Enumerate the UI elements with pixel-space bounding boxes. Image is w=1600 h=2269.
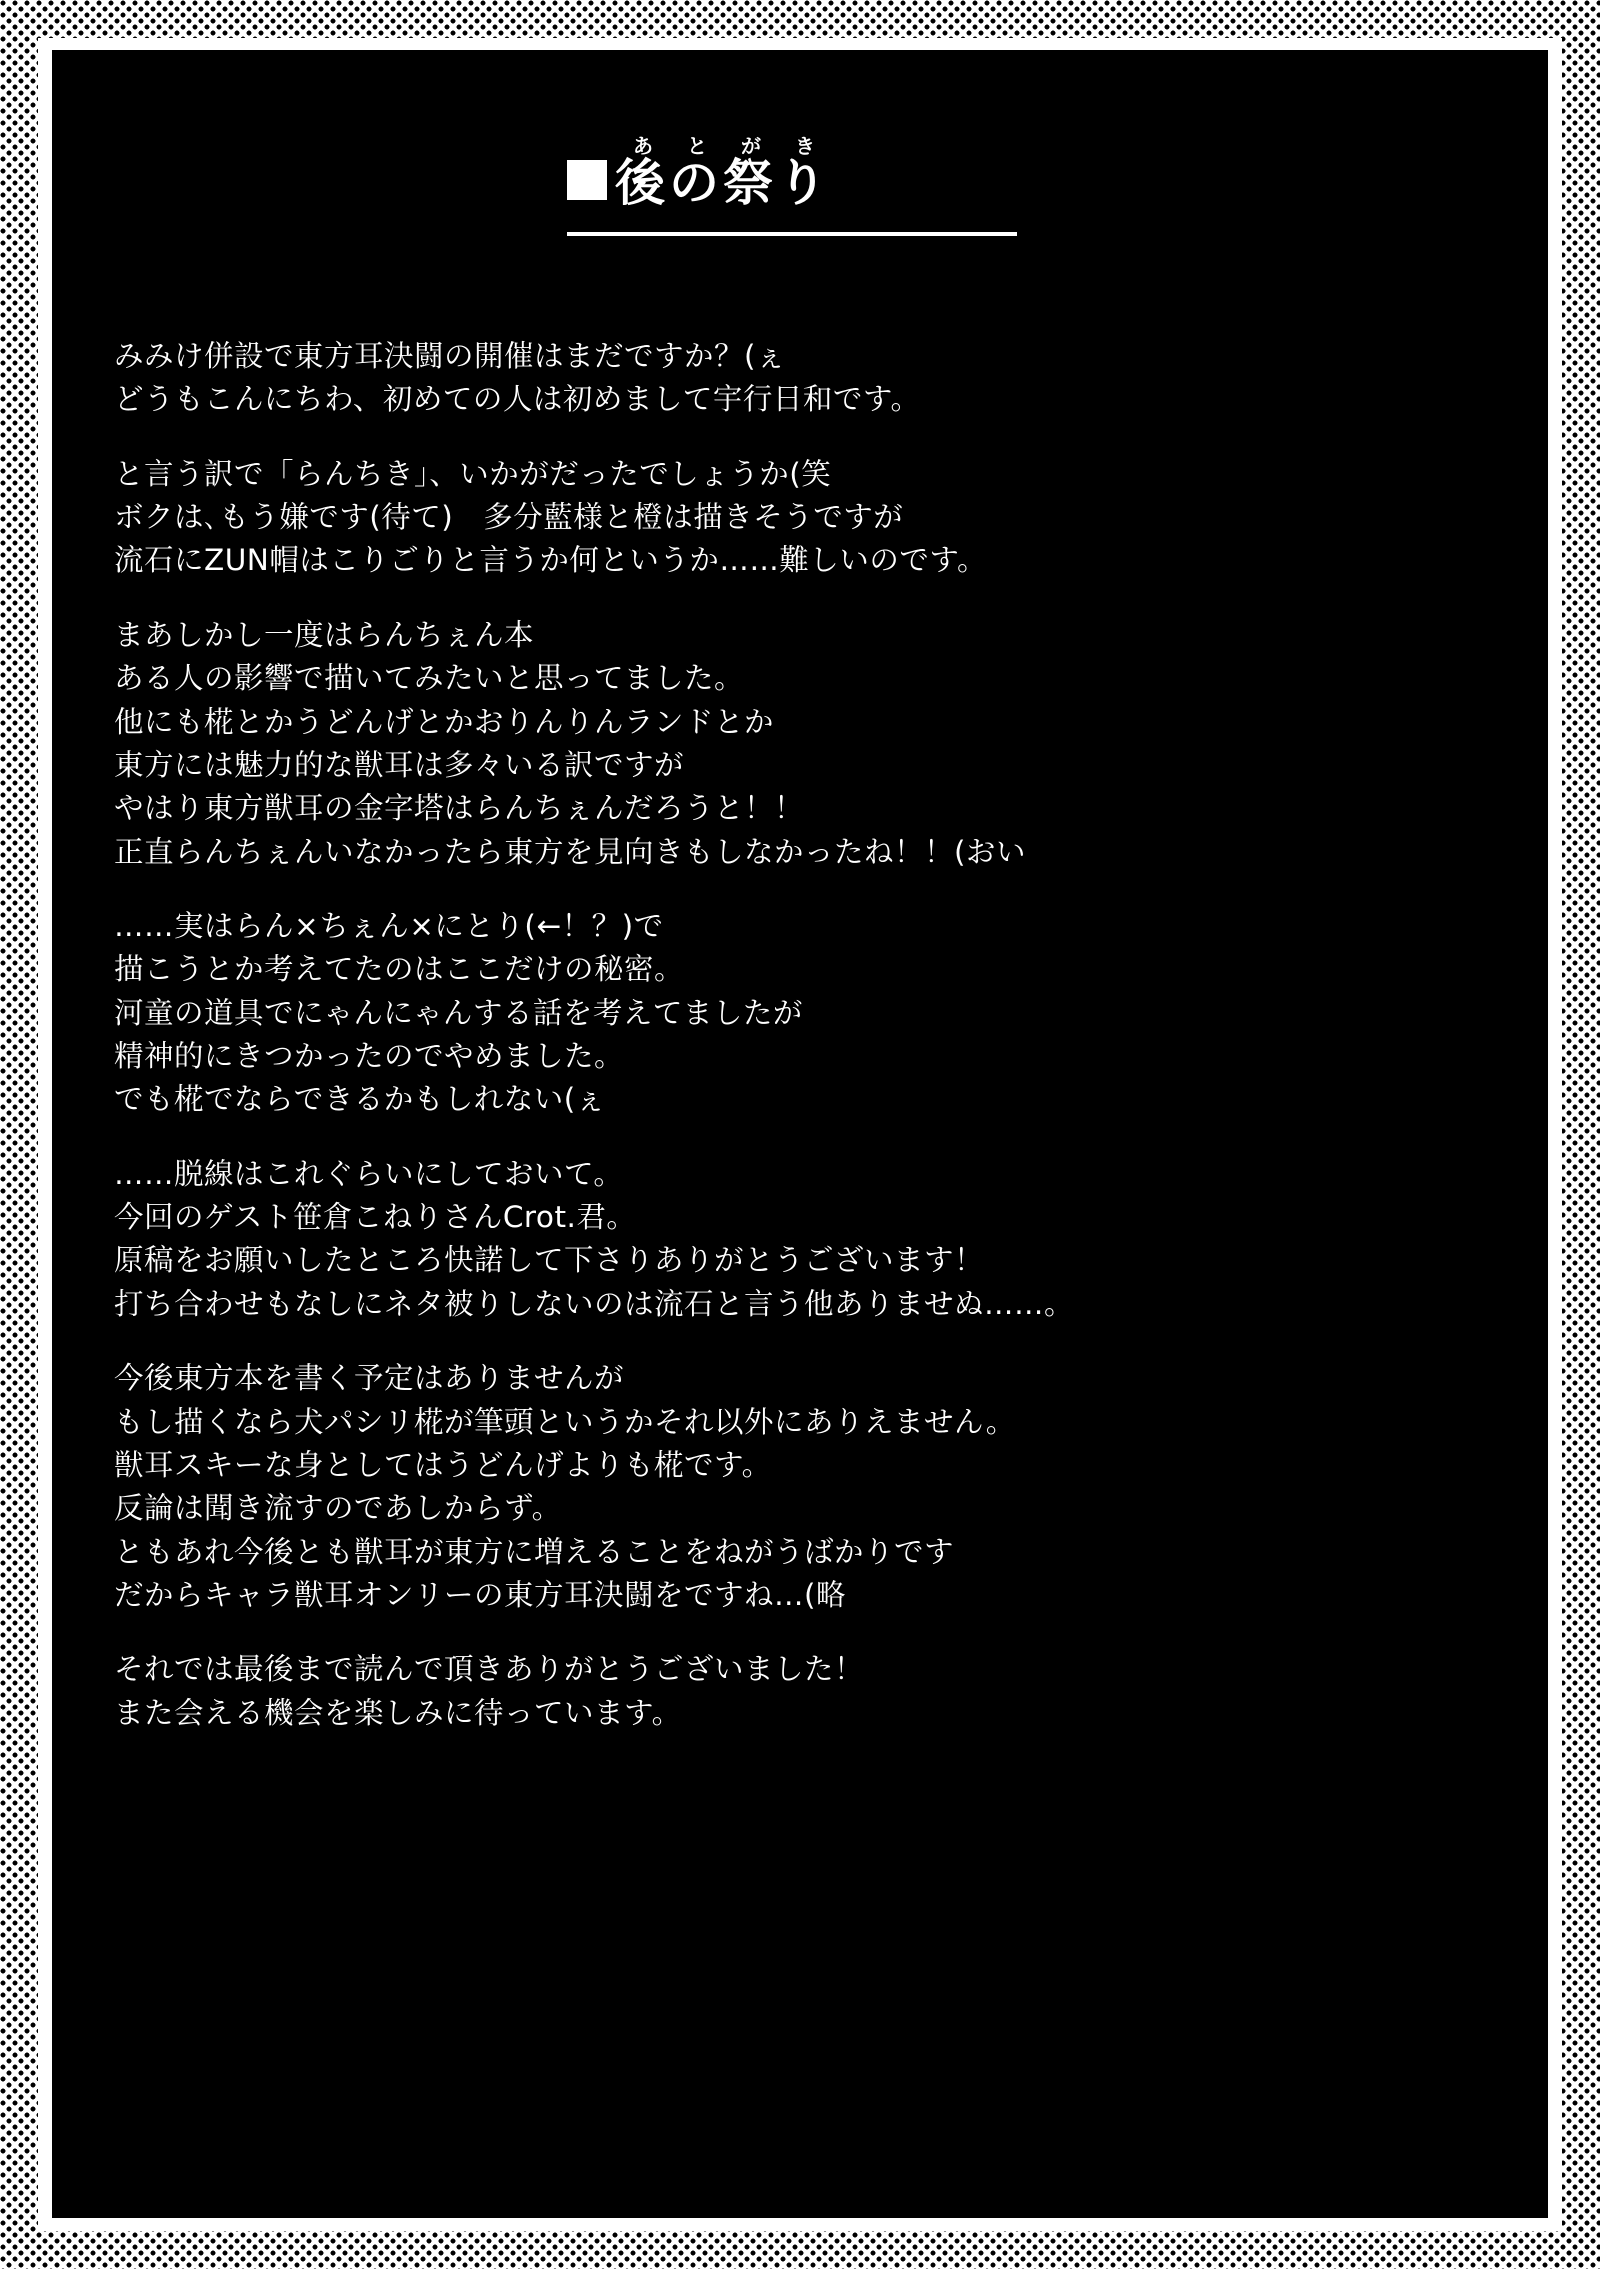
bullet-square-icon bbox=[567, 160, 607, 200]
text-line: ……実はらん×ちぇん×にとり(←！？)で bbox=[114, 908, 664, 943]
text-line: 他にも椛とかうどんげとかおりんりんランドとか bbox=[114, 704, 775, 739]
text-line: ボクは､もう嫌です(待て) 多分藍様と橙は描きそうですが bbox=[114, 500, 904, 535]
text-line: 描こうとか考えてたのはここだけの秘密。 bbox=[114, 952, 685, 987]
afterword-content bbox=[52, 50, 1548, 2218]
text-line: 獣耳スキーな身としてはうどんげよりも椛です。 bbox=[114, 1447, 772, 1482]
ruby-char-1: あ bbox=[633, 134, 687, 158]
text-line: 河童の道具でにゃんにゃんする話を考えてましたが bbox=[114, 995, 803, 1030]
text-line: みみけ併設で東方耳決闘の開催はまだですか？(ぇ bbox=[114, 339, 787, 373]
text-line: 原稿をお願いしたところ快諾して下さりありがとうございます！ bbox=[114, 1243, 985, 1278]
text-line: どうもこんにちわ、初めての人は初めまして宇行日和です。 bbox=[114, 382, 921, 417]
title-main-text: 後の祭り bbox=[615, 153, 831, 212]
text-line: でも椛でならできるかもしれない(ぇ bbox=[114, 1082, 606, 1117]
text-line: 流石にZUN帽はこりごりと言うか何というか……難しいのです。 bbox=[114, 543, 988, 578]
text-line: ……脱線はこれぐらいにしておいて。 bbox=[114, 1156, 624, 1191]
paragraph bbox=[114, 1648, 1514, 1735]
text-line: 打ち合わせもなしにネタ被りしないのは流石と言う他ありませぬ……。 bbox=[114, 1286, 1075, 1321]
text-line: 東方には魅力的な獣耳は多々いる訳ですが bbox=[114, 747, 685, 782]
afterword-panel bbox=[52, 50, 1548, 2218]
ruby-char-2: と bbox=[687, 134, 741, 158]
title-underline bbox=[567, 232, 1017, 236]
text-line: まあしかし一度はらんちぇん本 bbox=[114, 617, 535, 652]
text-line: ある人の影響で描いてみたいと思ってました。 bbox=[114, 661, 745, 696]
text-line: それでは最後まで読んで頂きありがとうございました！ bbox=[114, 1652, 865, 1687]
paragraph bbox=[114, 905, 1514, 1122]
text-line: ともあれ今後とも獣耳が東方に増えることをねがうばかりです bbox=[114, 1534, 955, 1569]
paragraph bbox=[114, 614, 1514, 874]
text-line: 反論は聞き流すのであしからず。 bbox=[114, 1491, 562, 1526]
ruby-char-4: き bbox=[795, 134, 849, 158]
text-line: 精神的にきつかったのでやめました。 bbox=[114, 1039, 625, 1074]
text-line: 今後東方本を書く予定はありませんが bbox=[114, 1361, 625, 1396]
text-line: 正直らんちぇんいなかったら東方を見向きもしなかったね！！(おい bbox=[114, 834, 1027, 869]
ruby-char-3: が bbox=[741, 134, 795, 158]
page-title bbox=[567, 130, 1027, 210]
text-line: だからキャラ獣耳オンリーの東方耳決闘をですね…(略 bbox=[114, 1577, 847, 1612]
paragraph bbox=[114, 1357, 1514, 1617]
paragraph bbox=[114, 453, 1514, 583]
text-line: また会える機会を楽しみに待っています。 bbox=[114, 1695, 682, 1730]
text-line: と言う訳で「らんちき」、いかがだったでしょうか(笑 bbox=[114, 456, 832, 491]
afterword-body bbox=[114, 335, 1514, 1735]
text-line: やはり東方獣耳の金字塔はらんちぇんだろうと！！ bbox=[114, 791, 805, 826]
text-line: 今回のゲスト笹倉こねりさんCrot.君。 bbox=[114, 1200, 637, 1235]
paragraph bbox=[114, 1153, 1514, 1326]
paragraph bbox=[114, 335, 1514, 422]
text-line: もし描くなら犬パシリ椛が筆頭というかそれ以外にありえません。 bbox=[114, 1404, 1016, 1439]
